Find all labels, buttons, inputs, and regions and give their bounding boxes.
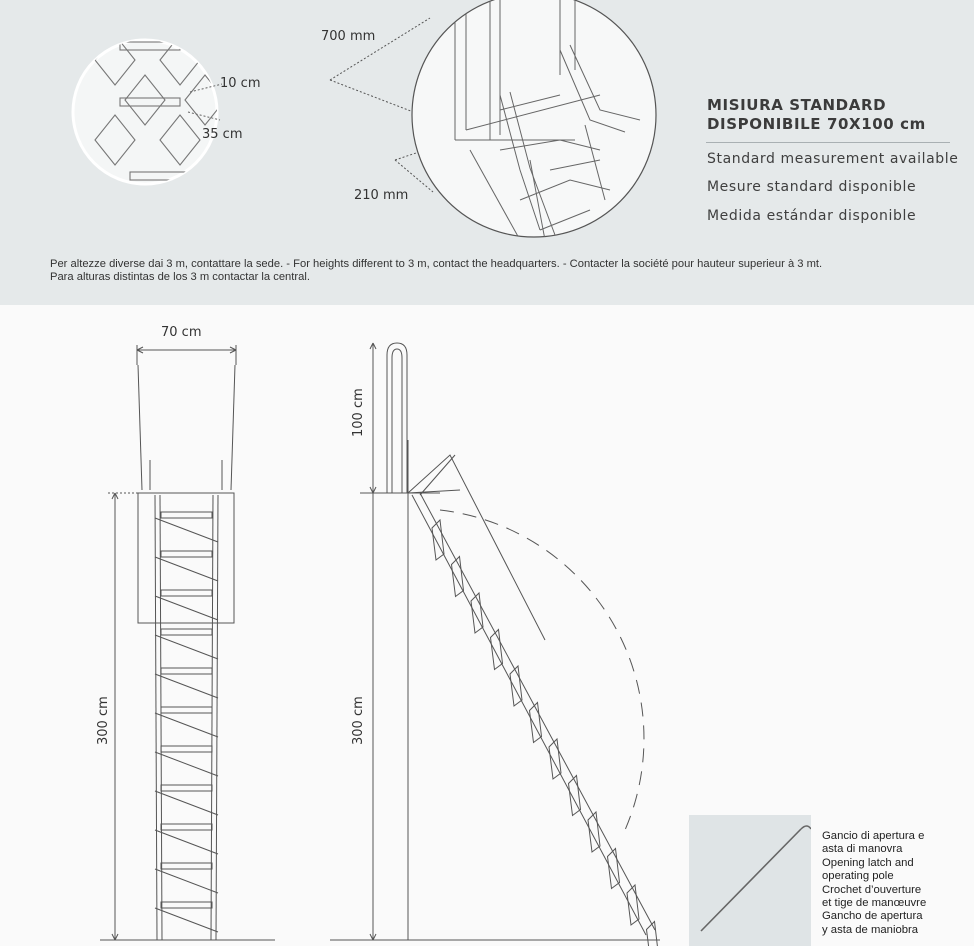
front-width-label: 70 cm <box>161 325 202 340</box>
pole-caption <box>822 830 942 937</box>
operating-pole-image <box>689 815 811 946</box>
opening-width-label: 700 mm <box>321 29 376 44</box>
standard-size-title <box>707 96 957 134</box>
height-note-line-2: Para alturas distintas de los 3 m contactar la central. <box>50 271 310 283</box>
opening-detail-circle <box>412 0 656 240</box>
pole-caption-line: Gancho de apertura <box>822 910 923 923</box>
pole-caption-line: operating pole <box>822 870 894 883</box>
pole-caption-line: et tige de manœuvre <box>822 897 927 910</box>
translation-en: Standard measurement available <box>707 151 959 167</box>
pole-caption-line: Gancio di apertura e <box>822 830 925 842</box>
step-gap-label: 10 cm <box>220 76 261 91</box>
opening-depth-label: 210 mm <box>354 188 409 203</box>
step-detail-circle <box>73 35 261 184</box>
side-height-label: 300 cm <box>351 696 366 745</box>
pole-caption-line: Opening latch and <box>822 856 914 869</box>
translation-es: Medida estándar disponible <box>707 208 917 224</box>
title-line-2: DISPONIBILE 70X100 cm <box>707 115 926 133</box>
step-depth-label: 35 cm <box>202 127 243 142</box>
pole-caption-line: y asta de maniobra <box>822 923 919 936</box>
height-note-line-1: Per altezze diverse dai 3 m, contattare la sede. - For heights different to 3 m, contact the headquarters. - Contacter la société pour hauteur superieur à 3 mt. <box>50 258 823 270</box>
pole-caption-line: Crochet d’ouverture <box>822 883 922 896</box>
side-rail-height-label: 100 cm <box>351 388 366 437</box>
pole-drawing <box>689 815 811 946</box>
front-height-label: 300 cm <box>96 696 111 745</box>
title-line-1: MISIURA STANDARD <box>707 96 887 114</box>
height-note <box>50 258 950 284</box>
translation-fr: Mesure standard disponible <box>707 179 917 195</box>
title-divider <box>706 142 950 143</box>
pole-caption-line: asta di manovra <box>822 843 903 856</box>
